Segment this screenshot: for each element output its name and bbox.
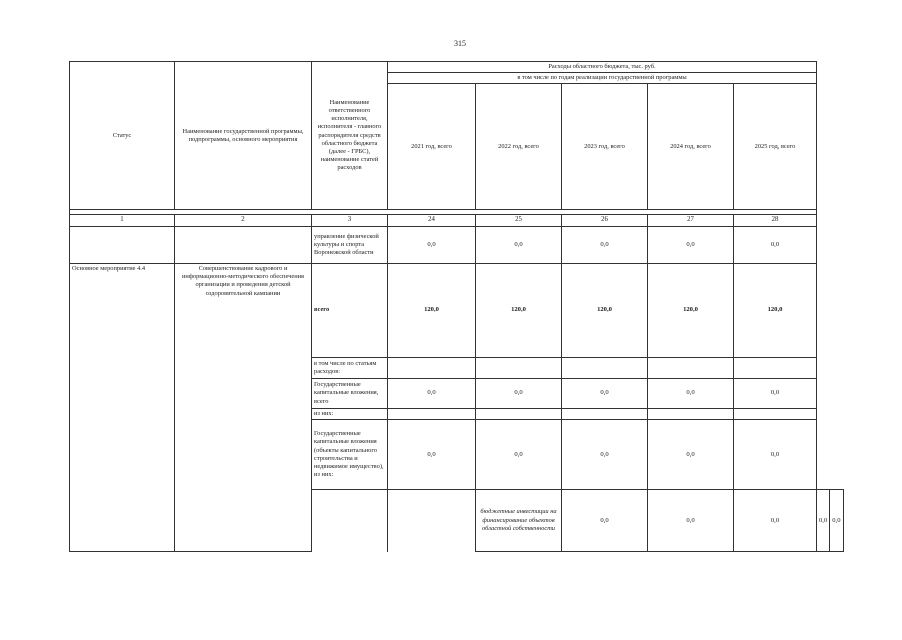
value-2021: [388, 409, 476, 420]
value-2025: [734, 409, 817, 420]
value-2025: [734, 358, 817, 379]
value-2024: 0,0: [648, 420, 734, 490]
value-2023: 0,0: [562, 227, 648, 264]
value-2025: 0,0: [734, 379, 817, 409]
header-status: Статус: [70, 62, 175, 210]
row-label: Государственные капитальные вложения, всего: [312, 379, 388, 409]
value-2023: [562, 409, 648, 420]
value-2022: 0,0: [476, 379, 562, 409]
row-label: управление физической культуры и спорта Воронежской области: [312, 227, 388, 264]
status-cell: [312, 490, 388, 552]
row-label: всего: [312, 264, 388, 358]
value-2022: [476, 358, 562, 379]
header-year-2024: 2024 год, всего: [648, 84, 734, 210]
value-2022: [476, 409, 562, 420]
status-cell: Основное мероприятие 4.4: [70, 264, 175, 552]
value-2022: 0,0: [648, 490, 734, 552]
value-2021: 0,0: [562, 490, 648, 552]
value-2023: 0,0: [562, 420, 648, 490]
program-name-cell: [175, 227, 312, 264]
budget-table: [69, 61, 844, 552]
column-number: 2: [175, 215, 312, 227]
header-year-2021: 2021 год, всего: [388, 84, 476, 210]
value-2025: 0,0: [734, 227, 817, 264]
value-2025: 0,0: [830, 490, 843, 552]
header-year-2022: 2022 год, всего: [476, 84, 562, 210]
table-row: [70, 264, 844, 358]
value-2023: 0,0: [734, 490, 817, 552]
column-number: 3: [312, 215, 388, 227]
value-2021: 0,0: [388, 379, 476, 409]
value-2023: 120,0: [562, 264, 648, 358]
value-2024: [648, 358, 734, 379]
header-budget-title: Расходы областного бюджета, тыс. руб.: [388, 62, 817, 73]
row-label: в том числе по статьям расходов:: [312, 358, 388, 379]
value-2024: 120,0: [648, 264, 734, 358]
value-2024: 0,0: [648, 379, 734, 409]
column-number: 25: [476, 215, 562, 227]
header-executor: Наименование ответственного исполнителя, исполнителя - главного распорядителя средств областного бюджета (далее - ГРБС), наименование статей расходов: [312, 62, 388, 210]
value-2023: [562, 358, 648, 379]
header-years-caption: в том числе по годам реализации государственной программы: [388, 73, 817, 84]
value-2025: 0,0: [734, 420, 817, 490]
header-year-2023: 2023 год, всего: [562, 84, 648, 210]
header-year-2025: 2025 год, всего: [734, 84, 817, 210]
header-program-name: Наименование государственной программы, подпрограммы, основного мероприятия: [175, 62, 312, 210]
row-label: из них:: [312, 409, 388, 420]
column-number: 26: [562, 215, 648, 227]
column-number: 1: [70, 215, 175, 227]
row-label: бюджетные инвестиции на финансирование объектов областной собственности: [476, 490, 562, 552]
table-row: [70, 227, 844, 264]
row-label: Государственные капитальные вложения (объекты капитального строительства и недвижимое имущество), из них:: [312, 420, 388, 490]
program-name-cell: Совершенствование кадрового и информационно-методического обеспечения организации и проведения детской оздоровительной кампании: [175, 264, 312, 552]
value-2025: 120,0: [734, 264, 817, 358]
value-2022: 0,0: [476, 420, 562, 490]
page-number: 315: [454, 39, 466, 48]
value-2023: 0,0: [562, 379, 648, 409]
column-number: 24: [388, 215, 476, 227]
program-name-cell: [388, 490, 476, 552]
value-2024: [648, 409, 734, 420]
value-2024: 0,0: [817, 490, 830, 552]
column-number: 28: [734, 215, 817, 227]
value-2021: 0,0: [388, 420, 476, 490]
value-2022: 0,0: [476, 227, 562, 264]
value-2021: 0,0: [388, 227, 476, 264]
status-cell: [70, 227, 175, 264]
value-2022: 120,0: [476, 264, 562, 358]
column-number: 27: [648, 215, 734, 227]
value-2021: 120,0: [388, 264, 476, 358]
value-2021: [388, 358, 476, 379]
value-2024: 0,0: [648, 227, 734, 264]
